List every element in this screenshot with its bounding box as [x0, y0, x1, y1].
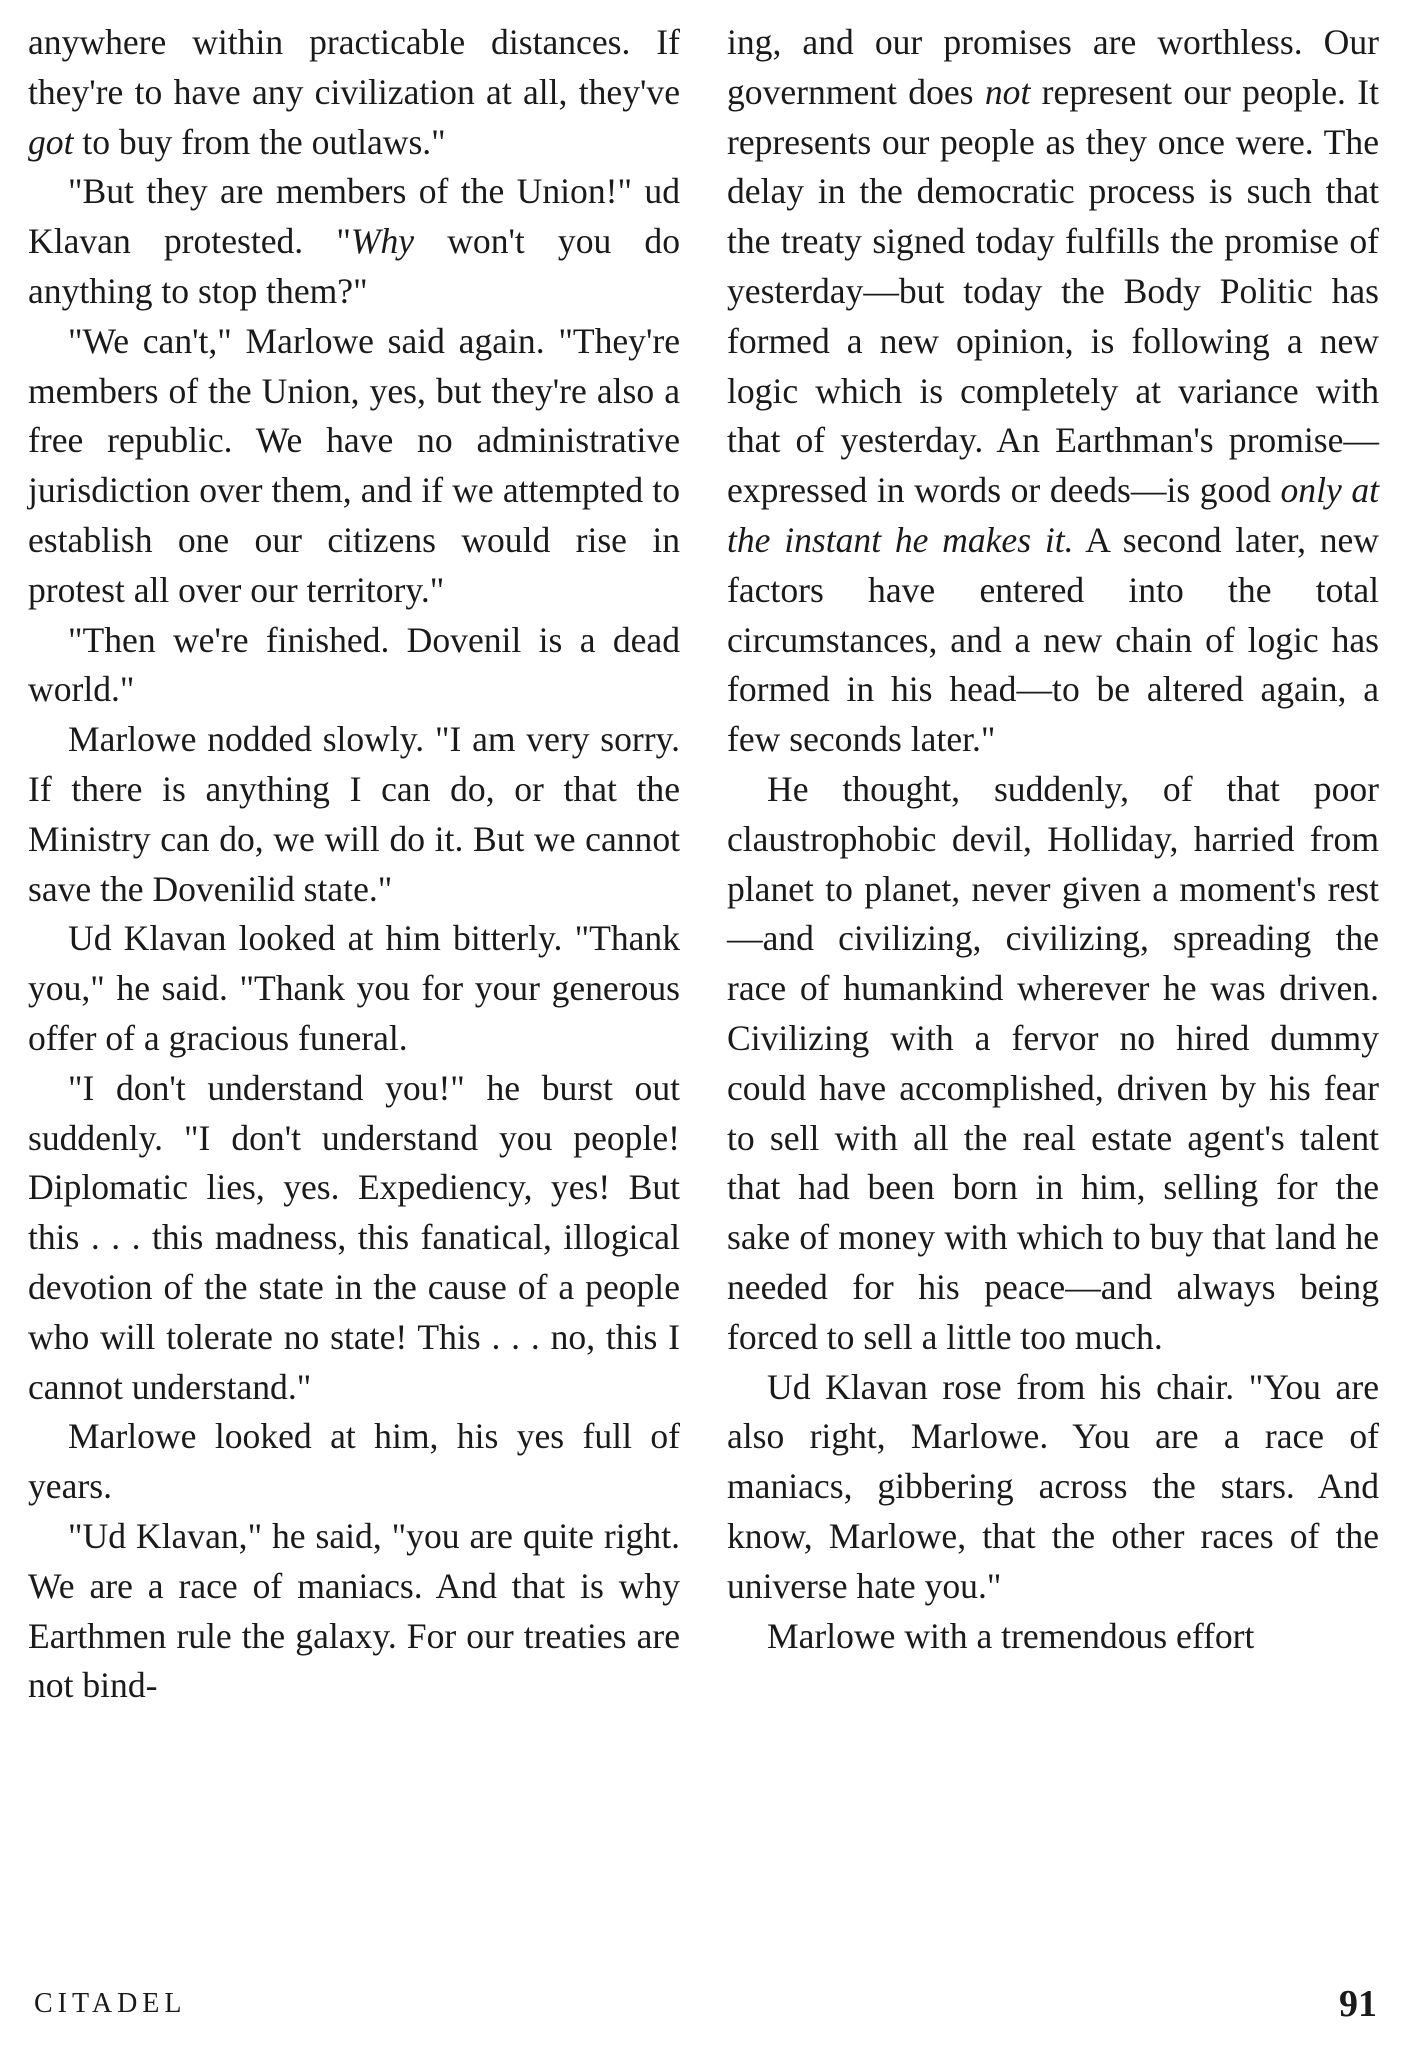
paragraph: ing, and our promises are worthless. Our government does not represent our people. It represents our people as they once were. The delay in the democratic process is such that the treaty signed today fulfills the promise of yesterday—but today the Body Politic has formed a new opinion, is following a new logic which is completely at variance with that of yesterday. An Earthman's promise—expressed in words or deeds—is good only at the instant he makes it. A second later, new factors have entered into the total circumstances, and a new chain of logic has formed in his head—to be altered again, a few seconds later." — [727, 22, 1379, 760]
paragraph: Ud Klavan looked at him bitterly. "Thank you," he said. "Thank you for your generous offer of a gracious funeral. — [28, 918, 680, 1058]
paragraph: "Ud Klavan," he said, "you are quite right. We are a race of maniacs. And that is why Earthmen rule the galaxy. For our treaties are not bind- — [28, 1515, 680, 1706]
page-number: 91 — [1339, 1983, 1377, 2025]
paragraph: Ud Klavan rose from his chair. "You are also right, Marlowe. You are a race of maniacs, gibbering across the stars. And know, Marlowe, that the other races of the universe hate you." — [727, 1366, 1379, 1606]
paragraph: "Then we're finished. Dovenil is a dead world." — [28, 619, 680, 710]
paragraph: anywhere within practicable distances. If they're to have any civilization at all, they've got to buy from the outlaws." — [28, 22, 680, 162]
paragraph: Marlowe nodded slowly. "I am very sorry. If there is anything I can do, or that the Ministry can do, we will do it. But we cannot save the Dovenilid state." — [28, 719, 680, 909]
paragraph: He thought, suddenly, of that poor claustrophobic devil, Holliday, harried from planet to planet, never given a moment's rest—and civilizing, civilizing, spreading the race of humankind wherever he was driven. Civilizing with a fervor no hired dummy could have accomplished, driven by his fear to sell with all the real estate agent's talent that had been born in him, selling for the sake of money with which to buy that land he needed for his peace—and always being forced to sell a little too much. — [727, 768, 1379, 1357]
left-column — [28, 18, 680, 1711]
magazine-name: CITADEL — [34, 1988, 187, 2019]
paragraph: Marlowe with a tremendous effort — [767, 1615, 1255, 1656]
paragraph: Marlowe looked at him, his yes full of years. — [28, 1416, 680, 1507]
paragraph: "We can't," Marlowe said again. "They're members of the Union, yes, but they're also a free republic. We have no administrative jurisdiction over them, and if we attempted to establish one our citizens would rise in protest all over our territory." — [28, 320, 680, 610]
paragraph: "But they are members of the Union!" ud Klavan protested. "Why won't you do anything to stop them?" — [28, 171, 681, 311]
right-column — [727, 18, 1379, 1661]
paragraph: "I don't understand you!" he burst out suddenly. "I don't understand you people! Diplomatic lies, yes. Expediency, yes! But this . . . this madness, this fanatical, illogical devotion of the state in the cause of a people who will tolerate no state! This . . . no, this I cannot understand." — [28, 1067, 680, 1407]
